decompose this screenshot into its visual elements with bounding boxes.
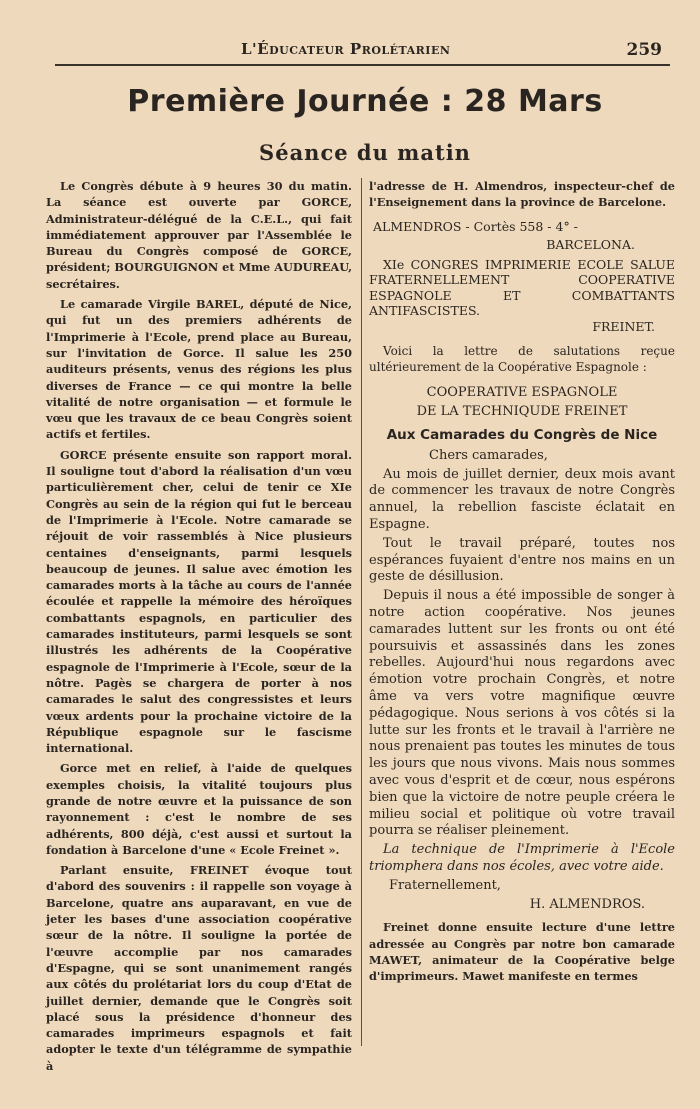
letter-signer: H. ALMENDROS. bbox=[529, 896, 645, 912]
letter-sender-line2: DE LA TECHNIQUDE FREINET bbox=[416, 404, 628, 420]
running-header bbox=[55, 38, 670, 66]
page-number: 259 bbox=[626, 40, 662, 60]
telegram-intro: l'adresse de H. Almendros, inspecteur-chef de l'Enseignement dans la province de Barcelone. bbox=[369, 179, 675, 210]
telegram-signature: FREINET. bbox=[592, 318, 655, 334]
telegram-text: XIe CONGRES IMPRIMERIE ECOLE SALUE FRATERNELLEMENT COOPERATIVE ESPAGNOLE ET COMBATTANTS ANTIFASCISTES. bbox=[369, 256, 675, 319]
paragraph: GORCE présente ensuite son rapport moral. Il souligne tout d'abord la réalisation d'un vœu particulièrement cher, celui de tenir ce XIe Congrès au sein de la région qui fut le berceau de l'Imprimerie à l'Ecole. Notre camarade se réjouit de voir rassemblés à Nice plusieurs centaines d'enseignants, parmi lesquels beaucoup de jeunes. Il salue avec émotion les camarades morts à la tâche au cours de l'année écoulée et rappelle la mémoire des héroïques combattants espagnols, en particulier des camarades instituteurs, parmi lesquels se sont illustrés les adhérents de la Coopérative espagnole de l'Imprimerie à l'Ecole, sœur de la nôtre. Pagès se chargera de porter à nos camarades le salut des congressistes et leurs vœux ardents pour la prochaine victoire de la République espagnole sur le fascisme international. bbox=[46, 447, 352, 756]
paragraph: Parlant ensuite, FREINET évoque tout d'abord des souvenirs : il rappelle son voyage à Barcelone, quatre ans auparavant, en vue de jeter les bases d'une association coopérative sœur de la nôtre. Il souligne la portée de l'œuvre accomplie par nos camarades d'Espagne, qui se sont unanimement rangés aux côtés du prolétariat lors du coup d'Etat de juillet dernier, demande que le Congrès soit placé sous la présidence d'honneur des camarades imprimeurs espagnols et fait adopter le texte d'un télégramme de sympathie à bbox=[46, 863, 352, 1073]
closing-paragraph: Freinet donne ensuite lecture d'une lettre adressée au Congrès par notre bon camarade MAWET, animateur de la Coopérative belge d'imprimeurs. Mawet manifeste en termes bbox=[369, 920, 675, 984]
letter-heading: Aux Camarades du Congrès de Nice bbox=[386, 427, 658, 444]
letter-intro: Voici la lettre de salutations reçue ultérieurement de la Coopérative Espagnole : bbox=[369, 343, 675, 375]
paragraph: Le Congrès débute à 9 heures 30 du matin. La séance est ouverte par GORCE, Administrateur-délégué de la C.E.L., qui fait immédiatement approuver par l'Assemblée le Bureau du Congrès composé de GORCE, président; BOURGUIGNON et Mme AUDUREAU, secrétaires. bbox=[46, 179, 352, 291]
telegram-address-line2: BARCELONA. bbox=[546, 236, 635, 252]
letter-paragraph: Depuis il nous a été impossible de songer à notre action coopérative. Nos jeunes camarades luttent sur les fronts ou ont été poursuivis et assassinés dans les zones rebelles. Aujourd'hui nous regardons avec émotion votre prochain Congrès, et notre âme va vers votre magnifique œuvre pédagogique. Nous serions à vos côtés si la lutte sur les fronts et le travail à l'arrière ne nous prenaient pas toutes les minutes de tous les jours que nous vivons. Mais nous sommes avec vous d'esprit et de cœur, nous espérons bien que la victoire de notre peuple créera le milieu social et politique où votre travail pourra se réaliser pleinement. bbox=[369, 588, 675, 839]
letter-closing: Fraternellement, bbox=[389, 877, 501, 893]
journal-title: L'Éducateur Prolétarien bbox=[241, 40, 451, 58]
letter-paragraph: Tout le travail préparé, toutes nos espérances fuyaient d'entre nos mains en un geste de désillusion. bbox=[369, 535, 675, 585]
letter-body bbox=[369, 448, 675, 914]
letter-paragraph: Au mois de juillet dernier, deux mois avant de commencer les travaux de notre Congrès annuel, la rebellion fasciste éclatait en Espagne. bbox=[369, 466, 675, 532]
left-column bbox=[46, 178, 352, 1078]
letter-greeting: Chers camarades, bbox=[429, 447, 548, 463]
article-subtitle: Séance du matin bbox=[259, 140, 471, 165]
paragraph: Gorce met en relief, à l'aide de quelques exemples choisis, la vitalité toujours plus grande de notre œuvre et la puissance de son rayonnement : c'est le nombre de ses adhérents, 800 déjà, c'est aussi et surtout la fondation à Barcelone d'une « Ecole Freinet ». bbox=[46, 761, 352, 857]
right-column bbox=[369, 178, 675, 984]
paragraph: Le camarade Virgile BAREL, député de Nice, qui fut un des premiers adhérents de l'Imprimerie à l'Ecole, prend place au Bureau, sur l'invitation de Gorce. Il salue les 250 auditeurs présents, venus des régions les plus diverses de France — ce qui montre la belle vitalité de notre organisation — et formule le vœu que les travaux de ce beau Congrès soient actifs et fertiles. bbox=[46, 297, 352, 442]
telegram-address-line1: ALMENDROS - Cortès 558 - 4° - bbox=[373, 218, 578, 234]
column-divider bbox=[361, 178, 362, 1046]
article-title: Première Journée : 28 Mars bbox=[127, 84, 603, 119]
letter-sender-line1: COOPERATIVE ESPAGNOLE bbox=[426, 385, 618, 401]
letter-italic-line: La technique de l'Imprimerie à l'Ecole triomphera dans nos écoles, avec votre aide. bbox=[369, 842, 675, 874]
